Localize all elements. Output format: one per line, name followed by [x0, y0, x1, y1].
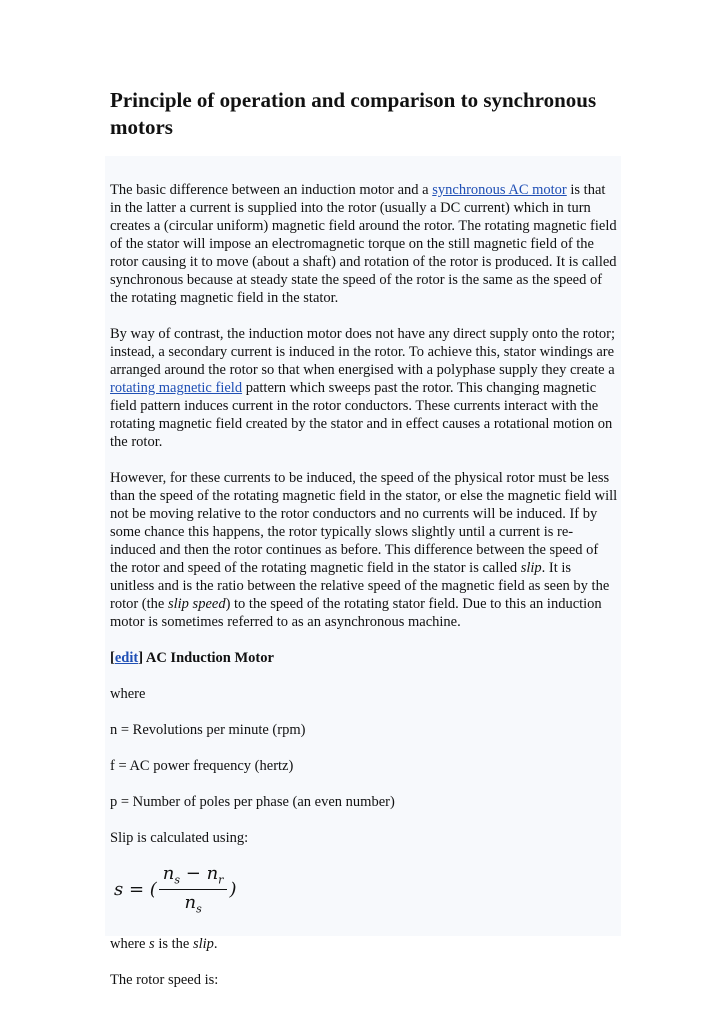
article-body [105, 156, 621, 988]
rotating-magnetic-field-link[interactable]: rotating magnetic field [110, 380, 243, 396]
definition-n: n = Revolutions per minute (rpm) [110, 722, 306, 738]
paragraph-slip: However, for these currents to be induced, the speed of the physical rotor must be less than the speed of the rotating magnetic field in the stator, or else the magnetic field will not be moving relative to the rotor conductors and no currents will be induced. If by some chance this happens, the rotor typically slows slightly until a current is re-induced and then the rotor continues as before. This difference between the speed of the rotor and speed of the rotating magnetic field in the stator is called slip. It is unitless and is the ratio between the relative speed of the magnetic field as seen by the rotor (the slip speed) to the speed of the rotating stator field. Due to this an induction motor is sometimes referred to as an asynchronous machine. [110, 470, 618, 630]
rotor-speed-label: The rotor speed is: [110, 972, 219, 988]
slip-fraction: $\frac{n_s - n_r}{n_s}$ [159, 863, 228, 915]
slip-intro: Slip is calculated using: [110, 830, 249, 846]
where-s-slip: where s is the slip. [110, 936, 218, 952]
section-heading: [edit] AC Induction Motor [110, 650, 274, 666]
where-label: where [110, 686, 146, 702]
edit-link[interactable]: edit [114, 650, 139, 666]
slip-formula: s = ( $\frac{n_s - n_r}{n_s}$ ) [114, 862, 237, 916]
definition-p: p = Number of poles per phase (an even number) [110, 794, 395, 810]
paragraph-synchronous-comparison: The basic difference between an induction motor and a synchronous AC motor is that in the latter a current is supplied into the rotor (usually a DC current) which in turn creates a (circular uniform) magnetic field around the rotor. The rotating magnetic field of the stator will impose an electromagnetic torque on the still magnetic field of the rotor causing it to move (about a shaft) and rotation of the rotor is produced. It is called synchronous because at steady state the speed of the rotor is the same as the speed of the rotating magnetic field in the stator. [110, 182, 617, 306]
paragraph-induction-contrast: By way of contrast, the induction motor does not have any direct supply onto the rotor; instead, a secondary current is induced in the rotor. To achieve this, stator windings are arranged around the rotor so that when energised with a polyphase supply they create a rotating magnetic field pattern which sweeps past the rotor. This changing magnetic field pattern induces current in the rotor conductors. These currents interact with the rotating magnetic field created by the stator and in effect causes a rotational motion on the rotor. [110, 326, 615, 450]
synchronous-ac-motor-link[interactable]: synchronous AC motor [432, 182, 567, 198]
definition-f: f = AC power frequency (hertz) [110, 758, 294, 774]
page-title: Principle of operation and comparison to synchronous motors [110, 88, 597, 139]
